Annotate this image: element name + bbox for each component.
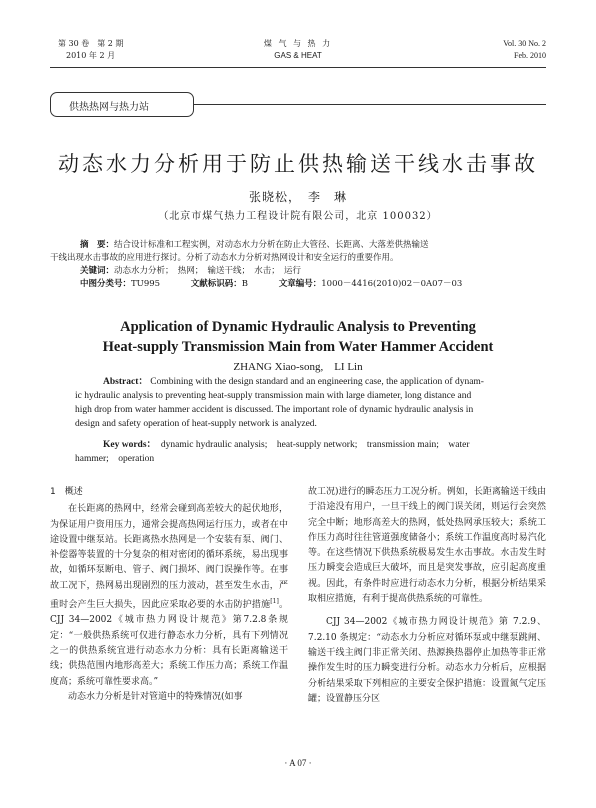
text-line: 止加热等非正常操作发生时的压力瞬变进行分析。 [308, 647, 546, 674]
running-header [50, 38, 546, 68]
abstract-en-label: Abstract： [103, 377, 148, 387]
abstract-en-text1: Combining with the design standard and an engineering case, the application of dynam- [150, 377, 484, 387]
abstract-en [75, 375, 545, 431]
text-line: CJJ 34—2002《城市热力网设计规范》第 7.2.9、 [326, 617, 546, 628]
abstract-en-line3: high drop from water hammer accident is discussed. The important role of dynamic hydraulic analysis in [75, 405, 474, 415]
keywords-en [75, 438, 545, 466]
clc-value: TU995 [131, 279, 161, 289]
text-line: 故工况)进行的瞬态压力工况分析。例如，长距离 [308, 487, 501, 497]
doc-code-value: B [241, 279, 249, 289]
header-volume-en [503, 38, 546, 62]
affiliation-cn: （北京市煤气热力工程设计院有限公司，北京 100032） [158, 211, 438, 222]
page-number: · A 07 · [284, 758, 312, 768]
article-no [279, 279, 477, 289]
left-paragraph-2: 动态水力分析是针对管道中的特殊情况(如事 [68, 691, 243, 702]
text-line: 管子、阀门损坏、阀门误操作等。在事故工况下，热 [50, 565, 288, 591]
doc-code [191, 279, 262, 289]
date-cn: 2010 年 2 月 [66, 51, 116, 60]
column-label: 供热热网与热力站 [69, 102, 149, 113]
text-line: 产生巨大损失，因此应采取必要的水击防护措 [77, 600, 262, 611]
header-journal [50, 38, 546, 62]
text-line: 大；系统工作压力高；系统工作温度高；系统可靠性 [50, 661, 288, 687]
clc [80, 279, 174, 289]
right-paragraph-1 [308, 485, 546, 607]
column-label-badge [50, 92, 194, 117]
abstract-en-line2: ic hydraulic analysis to preventing heat-supply transmission main with large diameter, long distance and [75, 391, 472, 401]
text-line: 性。 [470, 594, 489, 605]
text-line: 7.2.10 条规定：“动态水力分析应对循环泵或中继 [308, 632, 510, 643]
text-line: 重视。因此，有条件时应进行动态水力分析，根据分 [308, 563, 546, 589]
text-line: 。CJJ 34—2002《城市热力网设计规范》第 [50, 600, 288, 626]
abstract-en-line4: design and safety operation of heat-supply network is analyzed. [75, 419, 317, 429]
header-rule [50, 67, 546, 68]
text-line: 是一个安装有泵、阀门、补偿器等装置的十分复杂的 [50, 534, 288, 561]
title-en-line1: Application of Dynamic Hydraulic Analysis to Preventing [120, 319, 476, 335]
keywords-en-line1 [103, 438, 545, 452]
text-line: 输送干线由于沿途没有用户，一旦干线上的阀门误 [308, 487, 546, 513]
article-no-value: 1000－4416(2010)02－0A07－03 [321, 279, 463, 289]
text-line: 网易出现剧烈的压力波动，甚至发生水击，严重时会 [50, 580, 288, 611]
text-line: 瞬变会造成巨大破坏，而且是突发事故，应引起高度 [326, 563, 537, 574]
abstract-cn-label: 摘 要： [80, 240, 115, 250]
abstract-cn [50, 239, 546, 291]
keywords-cn [50, 265, 546, 278]
text-line: 析，具有下列情况之一的供热系统宜进行动态水力 [50, 630, 288, 656]
abstract-en-line1 [75, 375, 545, 389]
text-line: 施 [261, 600, 271, 611]
classification-line [50, 278, 546, 291]
body-right-column [308, 485, 546, 707]
journal-name-cn: 煤 气 与 热 力 [263, 39, 333, 48]
body-left-column [50, 485, 288, 705]
right-paragraph-2 [308, 615, 546, 707]
date-en: Feb. 2010 [514, 51, 546, 60]
keywords-en-text1: dynamic hydraulic analysis; heat-supply network; transmission main; water [160, 440, 470, 450]
citation-ref[interactable]: [1] [270, 598, 279, 606]
volume-cn: 第 30 卷 第 2 期 [58, 39, 124, 48]
authors-en: ZHANG Xiao-song, LI Lin [233, 361, 363, 373]
text-line: 关闭，则运行会突然完全中断；地形高差大的热网， [308, 502, 546, 528]
authors-cn: 张晓松， 李 琳 [248, 190, 347, 204]
text-line: 主要安全保护措施：设置氮气定压罐；设置静压分区 [308, 678, 546, 704]
keywords-en-line2: hammer; operation [75, 454, 155, 464]
volume-en: Vol. 30 No. 2 [503, 39, 546, 48]
text-line: 7.2.8条规定：“一般供热系统可仅进行静态水力分 [50, 615, 288, 641]
text-line: 在长距离的热网中，经常会碰到高差较大的起 [68, 504, 252, 515]
text-line: 相对密闭的循环系统，易出现事故，如循环泵断电、 [50, 550, 288, 576]
text-line: 度储备小；系统工作温度高时易汽化等。在这些情 [308, 532, 546, 559]
doc-code-label: 文献标识码： [190, 279, 242, 289]
abstract-cn-text1: 结合设计标准和工程实例，对动态水力分析在防止大管径、长距离、大落差供热输送 [114, 240, 429, 250]
text-line: 要求高。” [122, 676, 159, 687]
title-cn: 动态水力分析用于防止供热输送干线水击事故 [58, 152, 538, 176]
journal-name-en: GAS & HEAT [274, 51, 322, 60]
text-line: 分析：具有长距离输送干线；供热范围内地形高差 [50, 645, 288, 672]
text-line: 泵跳闸、输送干线主阀门非正常关闭、热源换热器停 [308, 632, 546, 658]
text-line: 动态水力分析后，应根据分析结果采取下列相应的 [308, 663, 546, 689]
text-line: 析结果采取相应措施，有利于提高供热系统的可靠 [308, 578, 546, 605]
abstract-cn-line1 [50, 239, 546, 252]
keywords-en-label: Key words： [103, 440, 152, 450]
section-1-title: 1 概述 [50, 487, 83, 497]
text-line: 况下供热系统极易发生水击事故。水击发生时压力 [308, 548, 546, 574]
left-paragraph-1 [50, 502, 288, 690]
badge-rule [194, 104, 546, 105]
abstract-cn-line2: 干线出现水击事故的应用进行探讨。分析了动态水力分析对热网设计和安全运行的重要作用。 [50, 253, 399, 263]
keywords-cn-text: 动态水力分析； 热网； 输送干线； 水击； 运行 [114, 266, 302, 276]
text-line: 压力，或者在中途设置中继泵站。长距离热水热网 [50, 519, 288, 545]
text-line: 伏地形，为保证用户资用压力，通常会提高热网运行 [50, 504, 288, 530]
title-en [0, 317, 596, 357]
article-no-label: 文章编号： [278, 279, 322, 289]
keywords-cn-label: 关键词： [80, 266, 115, 276]
title-en-line2: Heat-supply Transmission Main from Water Hammer Accident [102, 339, 494, 355]
text-line: 低处热网承压较大；系统工作压力高时往往管道强 [308, 517, 546, 543]
clc-label: 中图分类号： [80, 279, 132, 289]
